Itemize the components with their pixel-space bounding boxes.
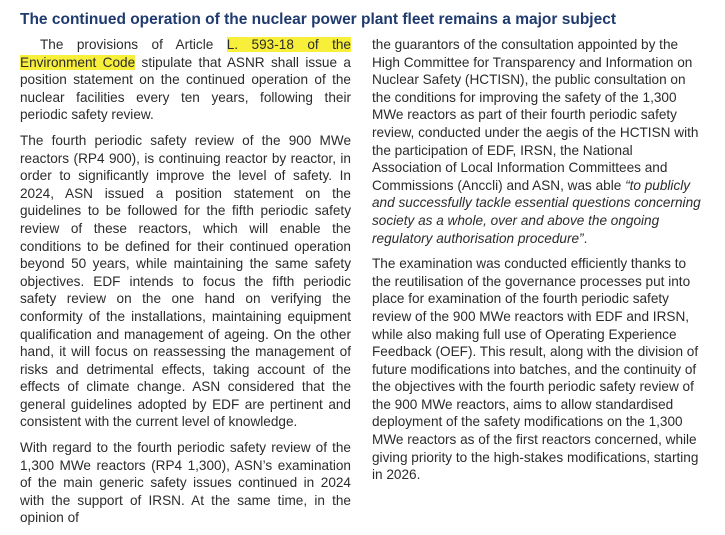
text-run: . — [583, 230, 588, 246]
text-run: stipulate that ASNR shall issue a position statement on the continued operation of the nuclear facilities every ten years, following their periodic safety review. — [20, 54, 351, 123]
right-column — [372, 36, 705, 535]
paragraph-examination: The examination was conducted efficiently thanks to the reutilisation of the governance processes put into place for examination of the fourth periodic safety review of the 900 MWe reactors with EDF and IRSN, while also making full use of Operating Experience Feedback (OEF). This result, along with the division of future modifications into batches, and the continuity of the objectives with the fourth periodic safety review of the 900 MWe reactors, aims to allow standardised deployment of the safety modifications on the 1,300 MWe reactors as of the first reactors concerned, while giving priority to the high-stakes modifications, starting in 2026. — [372, 256, 699, 483]
text-run: the guarantors of the consultation appointed by the High Committee for Transparency and Information on Nuclear Safety (HCTISN), the public consultation on the conditions for improving the safety of the 1,300 MWe reactors as part of their fourth periodic safety review, conducted under the aegis of the HCTISN with the participation of EDF, IRSN, the National Association of Local Information Committees and Commissions (Anccli) and ASN, was able — [372, 37, 699, 193]
page-title: The continued operation of the nuclear power plant fleet remains a major subject — [20, 11, 616, 28]
paragraph-rp4-900: The fourth periodic safety review of the 900 MWe reactors (RP4 900), is continuing reactor by reactor, in order to significantly improve the level of safety. In 2024, ASN issued a position statement on the guidelines to be followed for the fifth periodic safety review of these reactors, which will enable the conditions to be defined for their continued operation beyond 50 years, while maintaining the same safety objectives. EDF intends to focus the fifth periodic safety review on the one hand on verifying the conformity of the installations, maintaining equipment qualification and management of ageing. On the other hand, it will focus on reassessing the management of risks and detrimental effects, taking account of the effects of climate change. ASN considered that the general guidelines adopted by EDF are pertinent and consistent with the current level of knowledge. — [20, 132, 351, 430]
text-run: The provisions of Article — [40, 37, 227, 52]
paragraph-rp4-1300: With regard to the fourth periodic safety review of the 1,300 MWe reactors (RP4 1,300), ASN’s examination of the main generic safety issues continued in 2024 with the support of IRSN. At the same time, in the opinion of — [20, 440, 351, 526]
quoted-statement: “to publicly and successfully tackle essential questions concerning society as a whole, over and above the ongoing regulatory authorisation procedure” — [372, 177, 701, 246]
paragraph-public-consultation — [372, 36, 705, 247]
paragraph-article-provisions — [20, 36, 351, 124]
left-column — [20, 36, 351, 535]
two-column-body — [20, 36, 705, 535]
highlighted-article-reference: L. 593-18 of the Environment Code — [20, 37, 351, 70]
